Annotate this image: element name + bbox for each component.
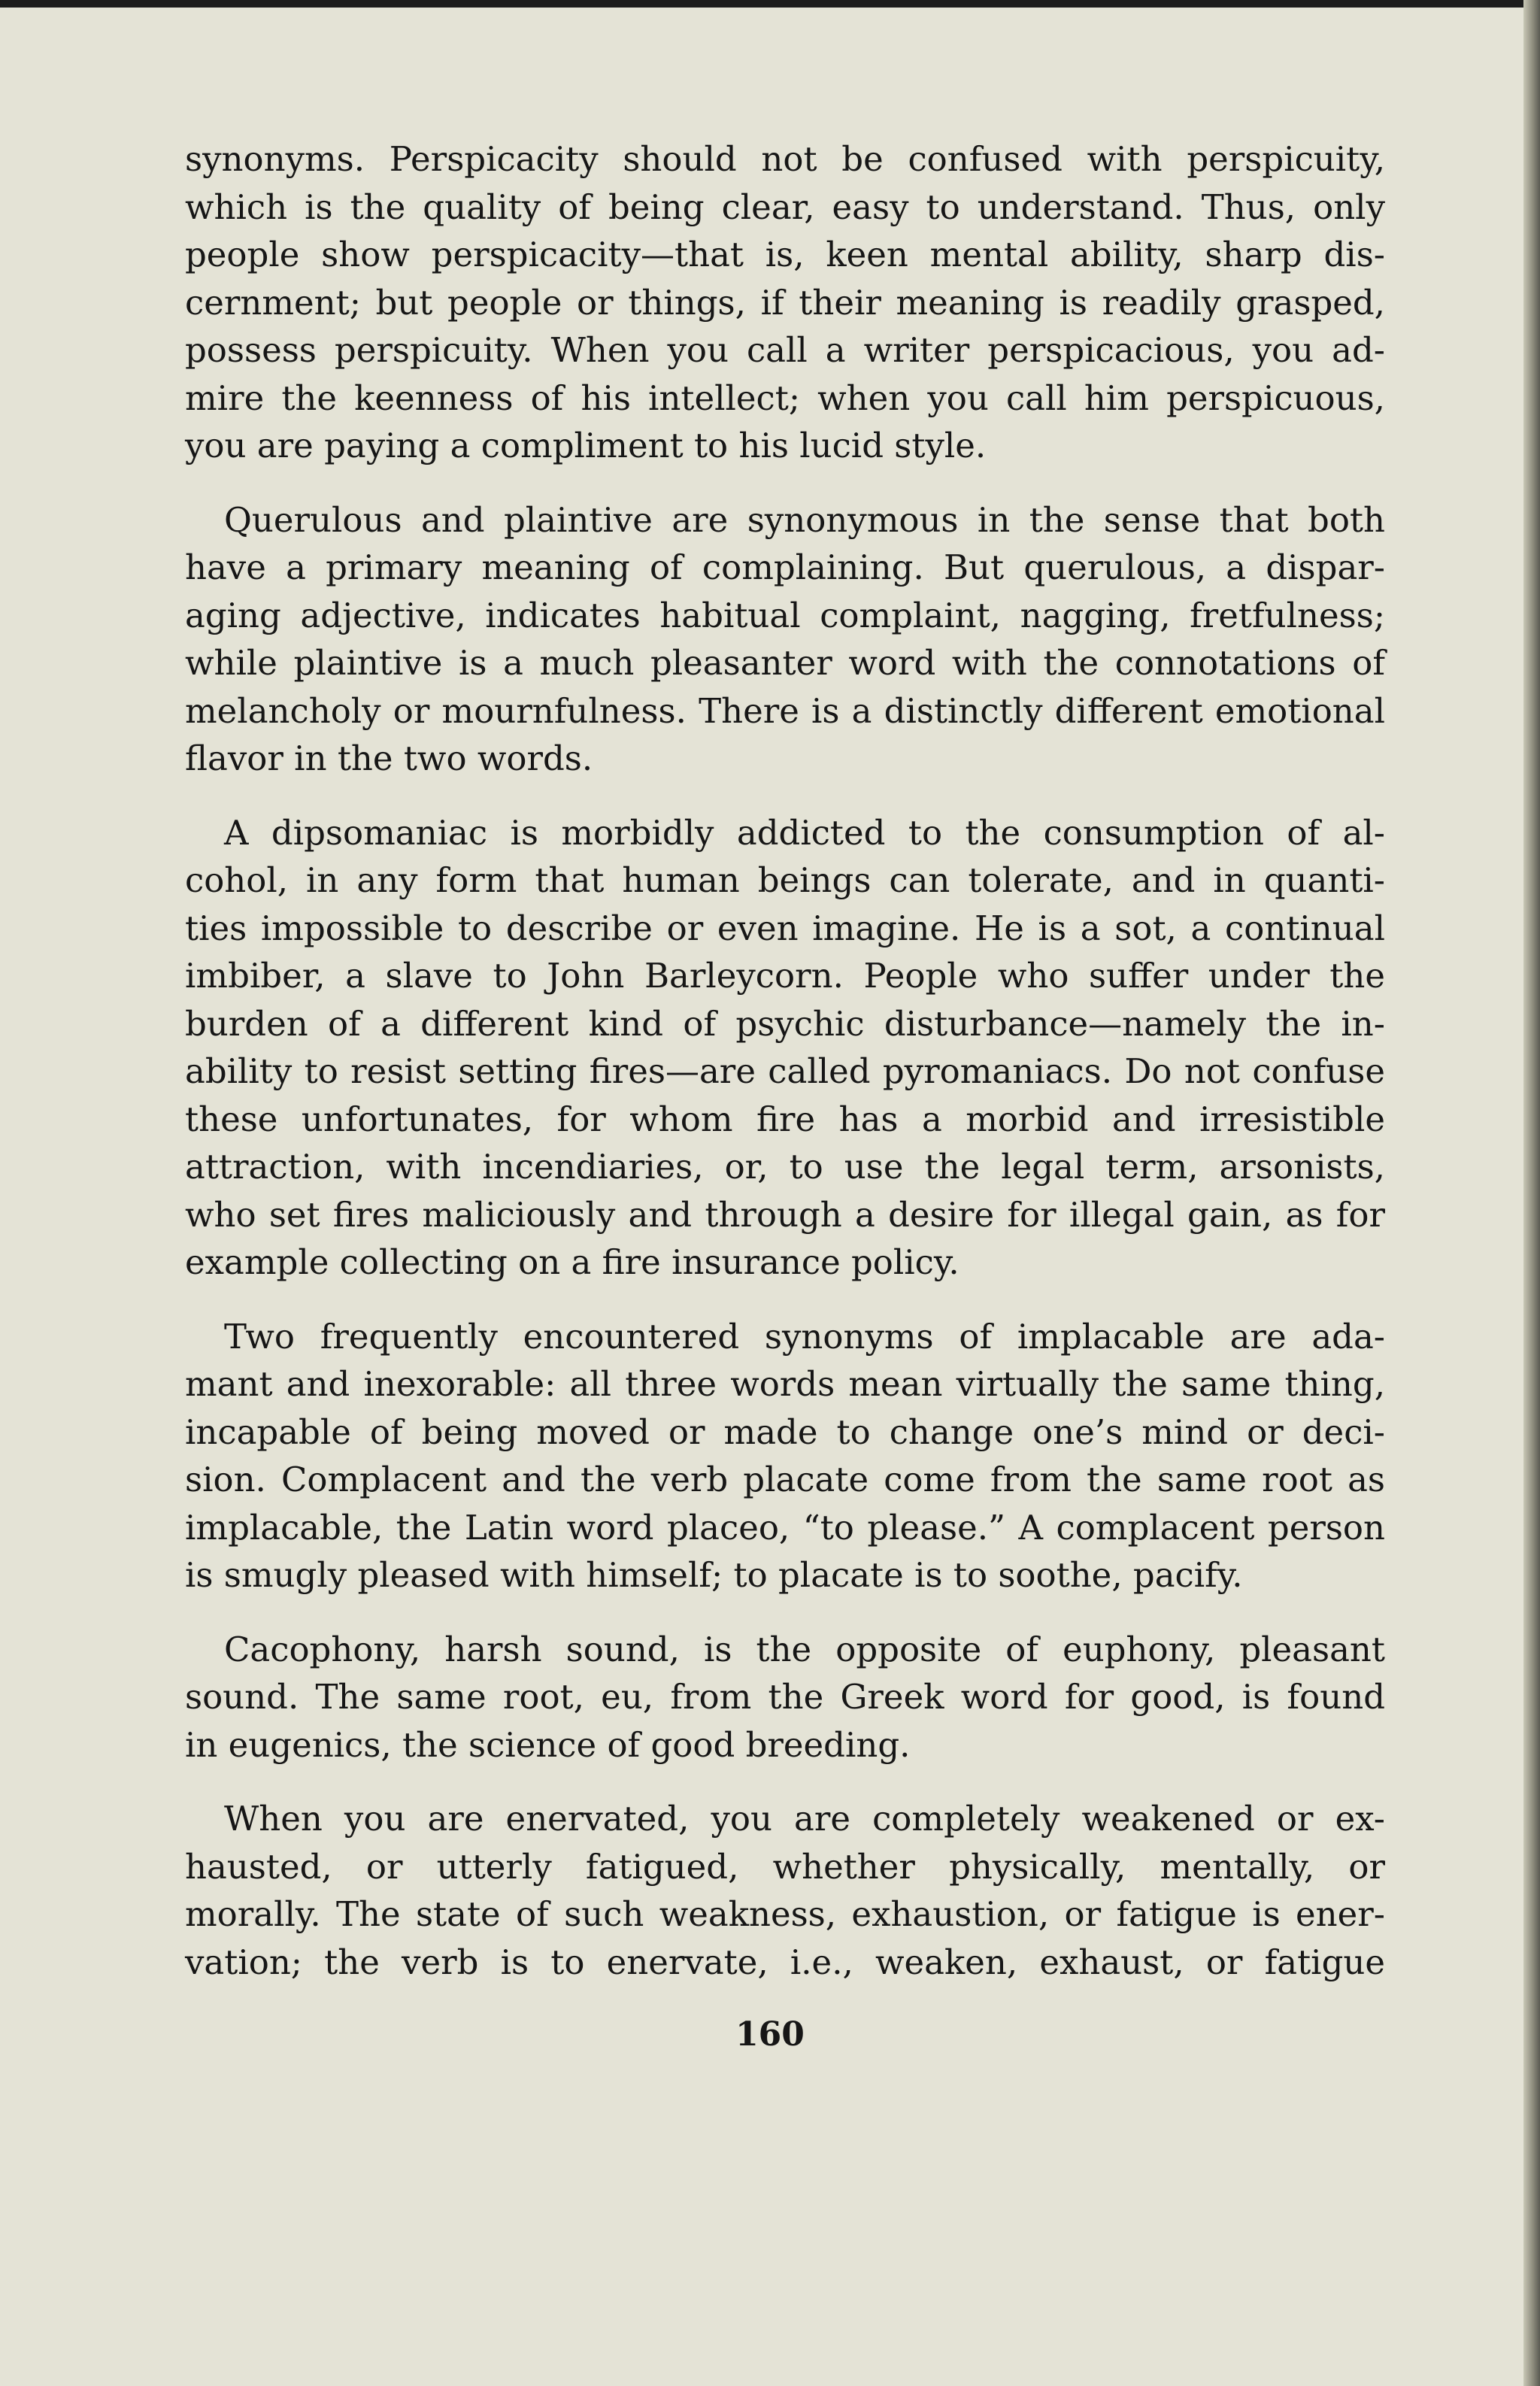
- text-line: in eugenics, the science of good breeding.: [185, 1724, 911, 1765]
- text-line: ties impossible to describe or even imagine. He is a sot, a continual: [185, 908, 1385, 948]
- text-line: who set fires maliciously and through a desire for illegal gain, as for: [185, 1194, 1385, 1235]
- text-line: morally. The state of such weakness, exhaustion, or fatigue is ener-: [185, 1894, 1385, 1934]
- paragraph-implacable: [185, 1313, 1385, 1599]
- text-line: flavor in the two words.: [185, 738, 593, 778]
- text-line: Querulous and plaintive are synonymous in the sense that both: [224, 499, 1385, 540]
- paragraph-querulous: [185, 496, 1385, 783]
- text-line: ability to resist setting fires—are called pyromaniacs. Do not confuse: [185, 1051, 1385, 1091]
- text-line: sion. Complacent and the verb placate come from the same root as: [185, 1460, 1385, 1499]
- text-line: Cacophony, harsh sound, is the opposite of euphony, pleasant: [224, 1629, 1385, 1669]
- text-line: hausted, or utterly fatigued, whether physically, mentally, or: [185, 1846, 1385, 1887]
- text-line: possess perspicuity. When you call a writer perspicacious, you ad-: [185, 330, 1385, 370]
- text-line: while plaintive is a much pleasanter word with the connotations of: [185, 643, 1385, 683]
- text-line: burden of a different kind of psychic disturbance—namely the in-: [185, 1003, 1385, 1044]
- text-line: Two frequently encountered synonyms of implacable are ada-: [224, 1316, 1385, 1357]
- text-line: is smugly pleased with himself; to placate is to soothe, pacify.: [185, 1555, 1243, 1595]
- text-line: aging adjective, indicates habitual complaint, nagging, fretfulness;: [185, 595, 1385, 635]
- text-line: cernment; but people or things, if their meaning is readily grasped,: [185, 282, 1385, 323]
- text-line: imbiber, a slave to John Barleycorn. People who suffer under the: [185, 956, 1385, 996]
- text-line: mire the keenness of his intellect; when you call him perspicuous,: [185, 377, 1385, 418]
- text-line: mant and inexorable: all three words mean virtually the same thing,: [185, 1364, 1385, 1404]
- text-line: melancholy or mournfulness. There is a distinctly different emotional: [185, 690, 1385, 731]
- text-line: which is the quality of being clear, easy to understand. Thus, only: [185, 186, 1385, 227]
- page-number: 160: [735, 2015, 805, 2054]
- text-line: have a primary meaning of complaining. But querulous, a dispar-: [185, 547, 1385, 587]
- paragraph-enervated: [185, 1795, 1385, 1986]
- text-line: sound. The same root, eu, from the Greek word for good, is found: [185, 1677, 1385, 1717]
- page-top-edge: [0, 0, 1540, 8]
- text-line: cohol, in any form that human beings can tolerate, and in quanti-: [185, 860, 1385, 900]
- text-line: vation; the verb is to enervate, i.e., weaken, exhaust, or fatigue: [185, 1942, 1385, 1982]
- text-line: incapable of being moved or made to change one’s mind or deci-: [185, 1411, 1385, 1452]
- text-line: implacable, the Latin word placeo, “to please.” A complacent person: [185, 1507, 1385, 1548]
- page-body: [185, 135, 1385, 2012]
- text-line: these unfortunates, for whom fire has a morbid and irresistible: [185, 1099, 1385, 1139]
- paragraph-perspicacity: [185, 135, 1385, 470]
- text-line: When you are enervated, you are completely weakened or ex-: [224, 1799, 1385, 1839]
- text-line: example collecting on a fire insurance policy.: [185, 1242, 959, 1282]
- text-line: people show perspicacity—that is, keen mental ability, sharp dis-: [185, 235, 1385, 274]
- paragraph-dipsomaniac: [185, 809, 1385, 1287]
- text-line: attraction, with incendiaries, or, to use the legal term, arsonists,: [185, 1147, 1385, 1187]
- text-line: A dipsomaniac is morbidly addicted to the consumption of al-: [224, 812, 1385, 853]
- text-line: synonyms. Perspicacity should not be confused with perspicuity,: [185, 139, 1385, 179]
- paragraph-cacophony: [185, 1626, 1385, 1769]
- text-line: you are paying a compliment to his lucid style.: [185, 426, 987, 465]
